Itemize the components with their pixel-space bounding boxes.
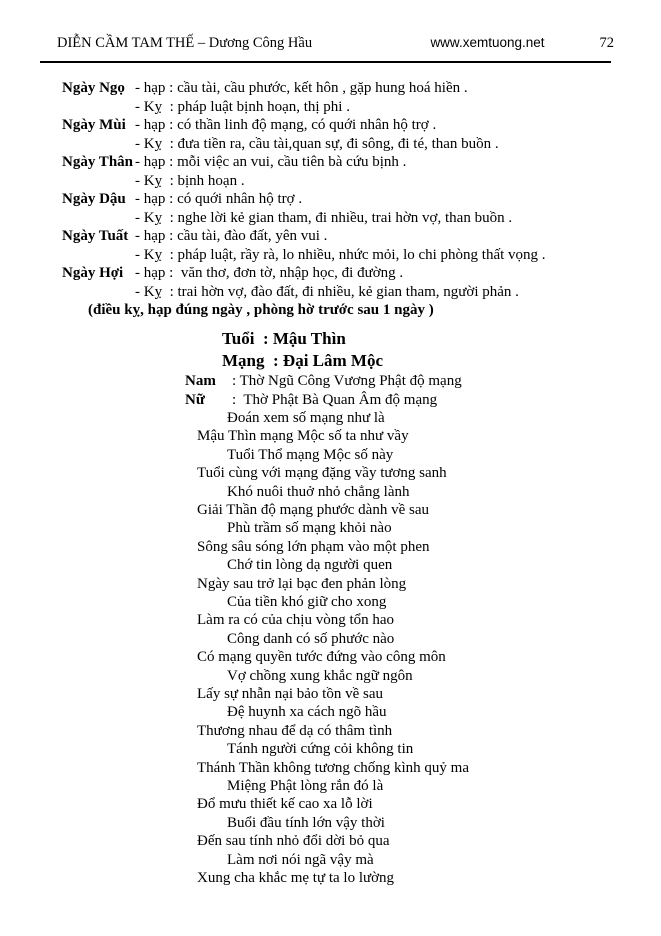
day-entry xyxy=(62,190,661,227)
day-hap-line: - hạp : có quới nhân hộ trợ . xyxy=(135,191,303,207)
day-ky-line: - Kỵ : pháp luật, rầy rà, lo nhiều, nhức mỏi, lo chi phòng thất vọng . xyxy=(135,246,546,263)
poem-line: Đến sau tính nhỏ đổi dời bỏ qua xyxy=(197,833,390,850)
day-name: Ngày Dậu xyxy=(62,191,126,207)
poem-line: Làm ra có của chịu vòng tổn hao xyxy=(197,612,395,629)
mang-heading: Mạng : Đại Lâm Mộc xyxy=(222,350,384,370)
poem-line: Buổi đầu tính lớn vậy thời xyxy=(227,814,385,831)
poem-line: Phù trầm số mạng khỏi nào xyxy=(227,520,392,537)
poem-line: Có mạng quyền tước đứng vào công môn xyxy=(197,649,446,666)
day-hap-line: - hạp : cầu tài, đào đất, yên vui . xyxy=(135,228,328,244)
day-detail xyxy=(135,116,661,153)
page-header xyxy=(0,0,661,52)
poem-line: Thánh Thần không tương chống kình quỷ ma xyxy=(197,759,469,776)
poem-line: Chớ tin lòng dạ người quen xyxy=(227,557,393,574)
day-detail xyxy=(135,79,661,116)
day-ky-line: - Kỵ : bịnh hoạn . xyxy=(135,172,245,189)
poem-line: Khó nuôi thuở nhỏ chẳng lành xyxy=(227,483,410,500)
profile-headings xyxy=(222,328,661,373)
tuoi-heading: Tuổi : Mậu Thìn xyxy=(222,328,346,348)
worship-lines xyxy=(185,372,661,409)
day-hap-line: - hạp : mỗi việc an vui, cầu tiên bà cứu bịnh . xyxy=(135,154,407,170)
day-ky-line: - Kỵ : pháp luật bịnh hoạn, thị phi . xyxy=(135,98,350,115)
header-title: DIỄN CẦM TAM THẾ – Dương Công Hầu xyxy=(57,35,313,51)
poem-line: Đoán xem số mạng như là xyxy=(227,409,385,426)
day-ky-line: - Kỵ : nghe lời kẻ gian tham, đi nhiều, trai hờn vợ, than buồn . xyxy=(135,209,513,226)
day-detail xyxy=(135,153,661,190)
day-entry xyxy=(62,116,661,153)
day-list xyxy=(62,79,661,301)
site-url: www.xemtuong.net xyxy=(430,35,545,50)
day-detail xyxy=(135,264,661,301)
poem-line: Công danh có số phước nào xyxy=(227,630,395,647)
poem-line: Ngày sau trở lại bạc đen phản lòng xyxy=(197,575,407,592)
fortune-poem xyxy=(197,409,661,888)
day-name: Ngày Mùi xyxy=(62,117,126,133)
day-entry xyxy=(62,264,661,301)
poem-line: Tuổi cùng với mạng đặng vầy tương sanh xyxy=(197,465,447,482)
header-rule xyxy=(40,61,611,63)
poem-line: Sông sâu sóng lớn phạm vào một phen xyxy=(197,538,430,555)
day-name: Ngày Ngọ xyxy=(62,80,125,96)
nu-row xyxy=(185,391,661,409)
note-line: (điều kỵ, hạp đúng ngày , phòng hờ trước sau 1 ngày ) xyxy=(88,302,434,318)
poem-line: Làm nơi nói ngã vậy mà xyxy=(227,851,374,868)
day-name: Ngày Tuất xyxy=(62,228,129,244)
day-entry xyxy=(62,227,661,264)
nu-text: : Thờ Phật Bà Quan Âm độ mạng xyxy=(232,391,438,408)
poem-line: Tuổi Thổ mạng Mộc số này xyxy=(227,446,394,463)
poem-line: Tánh người cứng cỏi không tin xyxy=(227,741,414,758)
poem-line: Giải Thần độ mạng phước dành về sau xyxy=(197,501,429,518)
day-hap-line: - hạp : có thần linh độ mạng, có quới nhân hộ trợ . xyxy=(135,117,437,133)
poem-line: Đệ huynh xa cách ngõ hầu xyxy=(227,704,387,721)
day-hap-line: - hạp : cầu tài, cầu phước, kết hôn , gặp hung hoá hiền . xyxy=(135,80,468,96)
day-ky-line: - Kỵ : đưa tiền ra, cầu tài,quan sự, đi sông, đi té, than buồn . xyxy=(135,135,499,152)
poem-line: Miệng Phật lòng rắn đó là xyxy=(227,778,384,795)
poem-line: Lấy sự nhẫn nại bảo tồn về sau xyxy=(197,686,383,702)
day-entry xyxy=(62,153,661,190)
poem-line: Xung cha khắc mẹ tự ta lo lường xyxy=(197,870,395,887)
page-number: 72 xyxy=(599,35,614,51)
day-detail xyxy=(135,227,661,264)
day-name: Ngày Hợi xyxy=(62,265,124,281)
poem-line: Của tiền khó giữ cho xong xyxy=(227,593,387,610)
day-hap-line: - hạp : văn thơ, đơn tờ, nhập học, đi đường . xyxy=(135,265,404,281)
nam-label: Nam xyxy=(185,373,216,390)
poem-line: Vợ chồng xung khắc ngữ ngôn xyxy=(227,667,413,684)
day-entry xyxy=(62,79,661,116)
poem-line: Đổ mưu thiết kế cao xa lỗ lời xyxy=(197,796,373,813)
nam-row xyxy=(185,372,661,390)
day-detail xyxy=(135,190,661,227)
day-name: Ngày Thân xyxy=(62,154,134,170)
poem-line: Thương nhau để dạ có thâm tình xyxy=(197,722,393,739)
poem-line: Mậu Thìn mạng Mộc số ta như vầy xyxy=(197,428,409,445)
nu-label: Nữ xyxy=(185,391,205,408)
day-ky-line: - Kỵ : trai hờn vợ, đào đất, đi nhiều, kẻ gian tham, người phản . xyxy=(135,283,519,300)
nam-text: : Thờ Ngũ Công Vương Phật độ mạng xyxy=(232,373,462,390)
